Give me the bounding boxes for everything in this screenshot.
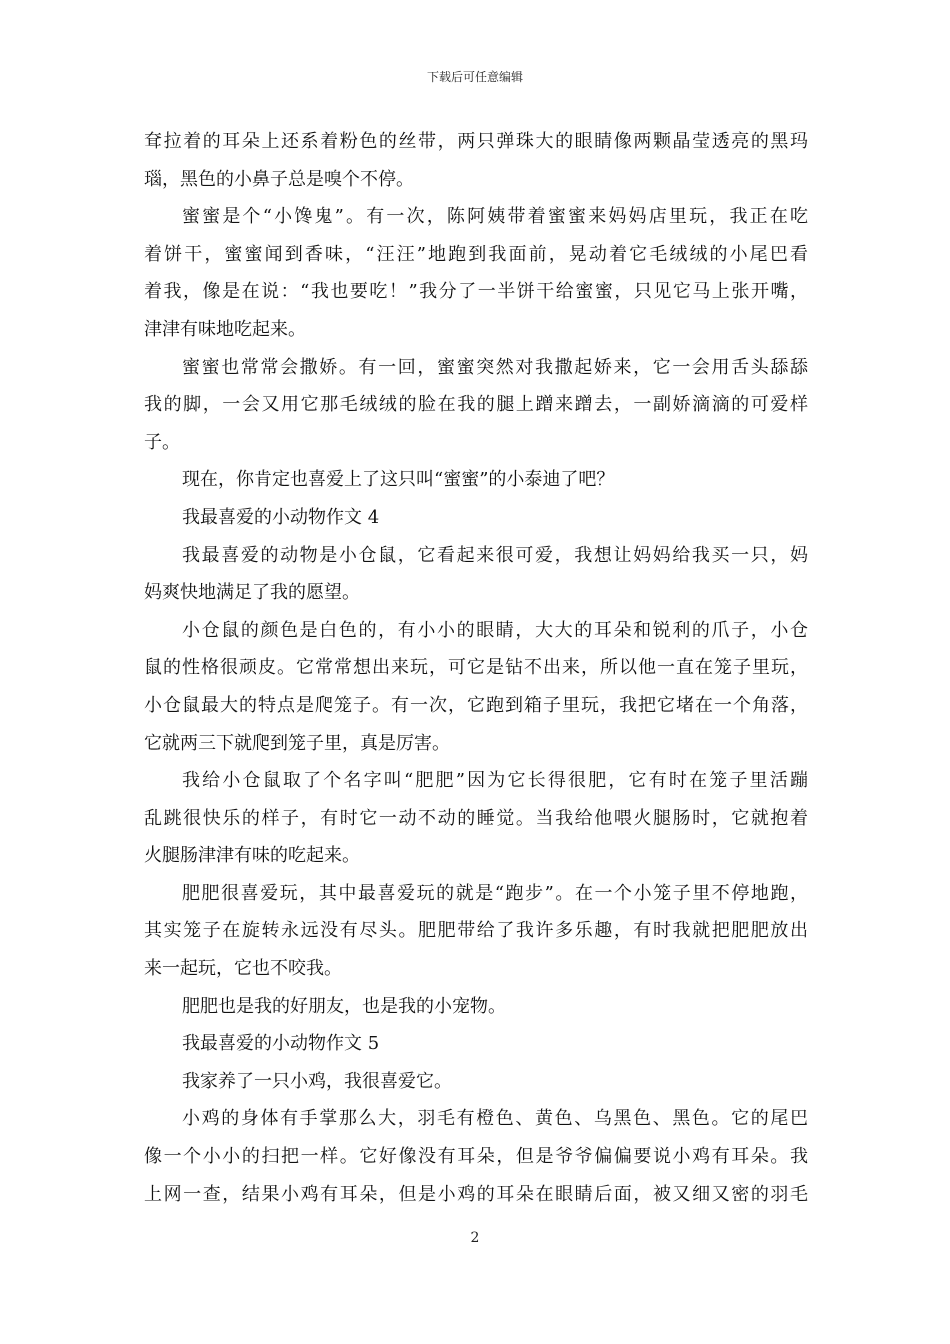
text-line: 蜜蜜是个“小馋鬼”。有一次，陈阿姨带着蜜蜜来妈妈店里玩，我正在吃	[182, 206, 808, 228]
document-body	[144, 123, 808, 1213]
page-number: 2	[470, 1230, 480, 1246]
text-line: 火腿肠津津有味的吃起来。	[144, 845, 360, 867]
text-line: 乱跳很快乐的样子，有时它一动不动的睡觉。当我给他喂火腿肠时，它就抱着	[144, 807, 808, 829]
text-line: 子。	[144, 431, 180, 453]
page-header: 下载后可任意编辑	[426, 70, 523, 84]
text-line: 上网一查，结果小鸡有耳朵，但是小鸡的耳朵在眼睛后面，被又细又密的羽毛	[144, 1183, 808, 1205]
text-line: 小鸡的身体有手掌那么大，羽毛有橙色、黄色、乌黑色、黑色。它的尾巴	[182, 1108, 808, 1130]
text-line: 鼠的性格很顽皮。它常常想出来玩，可它是钻不出来，所以他一直在笼子里玩，	[144, 657, 808, 679]
text-line: 像一个小小的扫把一样。它好像没有耳朵，但是爷爷偏偏要说小鸡有耳朵。我	[144, 1146, 808, 1168]
text-line: 现在，你肯定也喜爱上了这只叫“蜜蜜”的小泰迪了吧？	[182, 469, 615, 491]
text-line: 我最喜爱的动物是小仓鼠，它看起来很可爱，我想让妈妈给我买一只，妈	[182, 544, 808, 566]
text-line: 耷拉着的耳朵上还系着粉色的丝带，两只弹珠大的眼睛像两颗晶莹透亮的黑玛	[144, 131, 808, 152]
text-line: 着我，像是在说：“我也要吃！”我分了一半饼干给蜜蜜，只见它马上张开嘴，	[144, 281, 808, 303]
text-line: 妈爽快地满足了我的愿望。	[144, 582, 360, 604]
text-line: 小仓鼠最大的特点是爬笼子。有一次，它跑到箱子里玩，我把它堵在一个角落，	[144, 694, 808, 716]
text-line: 蜜蜜也常常会撒娇。有一回，蜜蜜突然对我撒起娇来，它一会用舌头舔舔	[182, 356, 808, 378]
text-line: 我的脚，一会又用它那毛绒绒的脸在我的腿上蹭来蹭去，一副娇滴滴的可爱样	[144, 394, 808, 416]
text-line: 小仓鼠的颜色是白色的，有小小的眼睛，大大的耳朵和锐利的爪子，小仓	[182, 619, 808, 641]
text-line: 着饼干，蜜蜜闻到香味，“汪汪”地跑到我面前，晃动着它毛绒绒的小尾巴看	[144, 243, 808, 265]
text-line: 我最喜爱的小动物作文 4	[182, 506, 380, 528]
text-line: 肥肥很喜爱玩，其中最喜爱玩的就是“跑步”。在一个小笼子里不停地跑，	[182, 882, 808, 904]
text-line: 肥肥也是我的好朋友，也是我的小宠物。	[182, 995, 506, 1017]
text-line: 瑙，黑色的小鼻子总是嗅个不停。	[144, 168, 414, 190]
text-line: 它就两三下就爬到笼子里，真是厉害。	[144, 732, 450, 754]
text-line: 津津有味地吃起来。	[144, 318, 306, 340]
text-line: 我最喜爱的小动物作文 5	[182, 1033, 380, 1055]
text-line: 其实笼子在旋转永远没有尽头。肥肥带给了我许多乐趣，有时我就把肥肥放出	[144, 920, 808, 942]
text-line: 我给小仓鼠取了个名字叫“肥肥”因为它长得很肥，它有时在笼子里活蹦	[182, 770, 808, 792]
text-line: 我家养了一只小鸡，我很喜爱它。	[182, 1070, 452, 1092]
text-line: 来一起玩，它也不咬我。	[144, 958, 342, 980]
